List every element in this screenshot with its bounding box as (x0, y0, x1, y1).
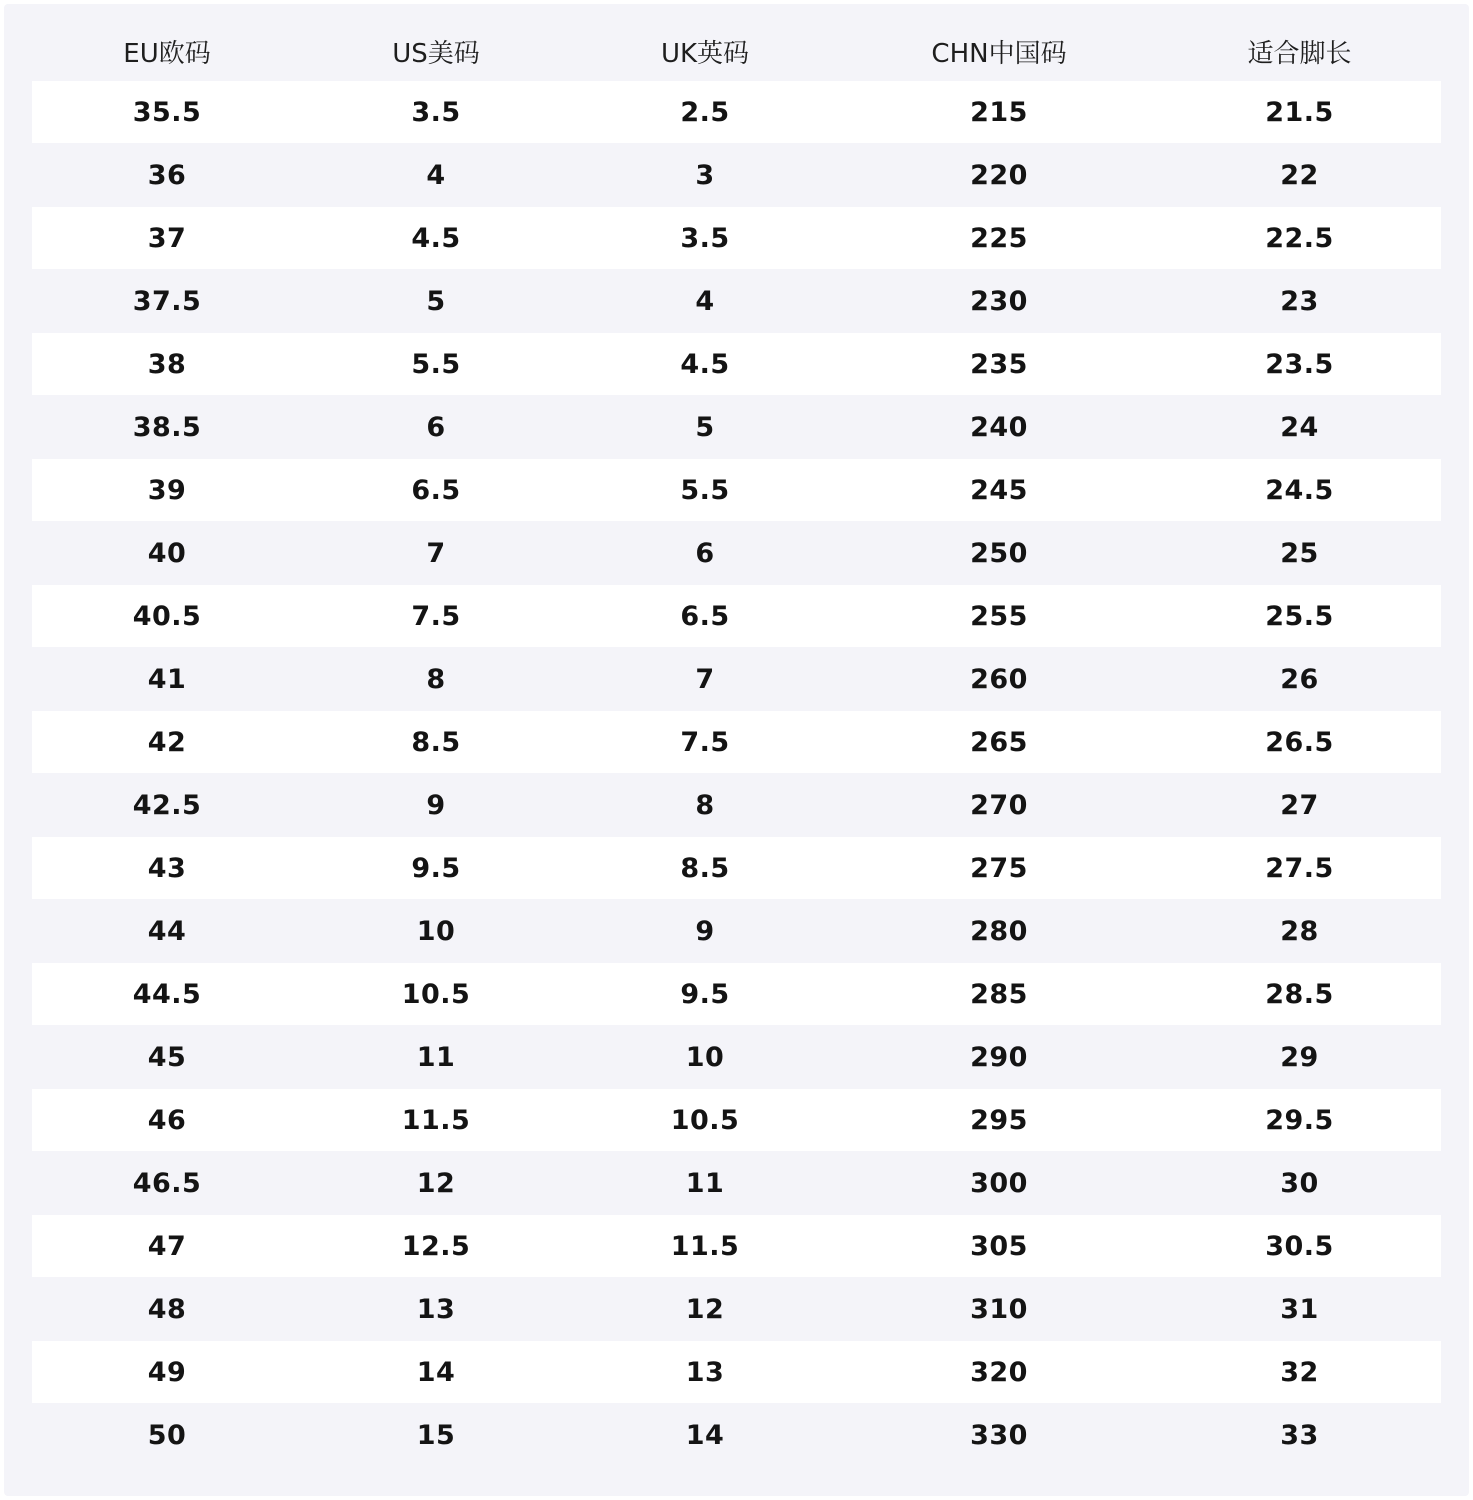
cell-chn-size: 230 (970, 285, 1028, 317)
cell-eu-size: 46.5 (132, 1167, 202, 1199)
cell-us-size: 7.5 (411, 600, 461, 632)
cell-uk-size: 11.5 (670, 1230, 740, 1262)
cell-chn-size: 260 (970, 663, 1028, 695)
cell-chn-size: 330 (970, 1419, 1028, 1451)
cell-uk-size: 3 (695, 159, 715, 191)
table-row (32, 1152, 1441, 1214)
table-row (32, 900, 1441, 962)
cell-uk-size: 9.5 (680, 978, 730, 1010)
cell-chn-size: 270 (970, 789, 1028, 821)
cell-chn-size: 280 (970, 915, 1028, 947)
cell-us-size: 11.5 (401, 1104, 471, 1136)
cell-foot-length: 30.5 (1265, 1230, 1334, 1262)
table-row (32, 144, 1441, 206)
cell-foot-length: 25.5 (1265, 600, 1334, 632)
table-row (32, 585, 1441, 647)
cell-chn-size: 215 (970, 96, 1028, 128)
cell-eu-size: 42 (147, 726, 187, 758)
cell-us-size: 7 (426, 537, 446, 569)
cell-foot-length: 28 (1280, 915, 1319, 947)
table-row (32, 1215, 1441, 1277)
cell-eu-size: 43 (147, 852, 187, 884)
table-row (32, 1089, 1441, 1151)
cell-foot-length: 23.5 (1265, 348, 1334, 380)
cell-eu-size: 44 (147, 915, 187, 947)
cell-us-size: 4.5 (411, 222, 461, 254)
cell-eu-size: 40 (147, 537, 187, 569)
cell-uk-size: 4.5 (680, 348, 730, 380)
cell-us-size: 4 (426, 159, 446, 191)
cell-uk-size: 3.5 (680, 222, 730, 254)
cell-chn-size: 250 (970, 537, 1028, 569)
cell-us-size: 9 (426, 789, 446, 821)
cell-eu-size: 39 (147, 474, 187, 506)
table-row (32, 396, 1441, 458)
cell-us-size: 10 (416, 915, 456, 947)
table-row (32, 1026, 1441, 1088)
cell-foot-length: 31 (1280, 1293, 1319, 1325)
cell-eu-size: 36 (147, 159, 187, 191)
header-us-size: US美码 (392, 38, 480, 69)
cell-chn-size: 290 (970, 1041, 1028, 1073)
cell-uk-size: 4 (695, 285, 715, 317)
cell-uk-size: 9 (695, 915, 715, 947)
cell-us-size: 14 (416, 1356, 456, 1388)
cell-us-size: 3.5 (411, 96, 461, 128)
cell-foot-length: 22.5 (1265, 222, 1334, 254)
cell-chn-size: 295 (970, 1104, 1028, 1136)
cell-foot-length: 30 (1280, 1167, 1319, 1199)
table-row (32, 81, 1441, 143)
header-chn-size: CHN中国码 (931, 38, 1067, 69)
cell-us-size: 8.5 (411, 726, 461, 758)
table-row (32, 1404, 1441, 1466)
cell-uk-size: 14 (685, 1419, 725, 1451)
cell-eu-size: 45 (147, 1041, 187, 1073)
table-row (32, 774, 1441, 836)
table-row (32, 1278, 1441, 1340)
header-foot-length: 适合脚长 (1247, 38, 1352, 69)
cell-uk-size: 11 (685, 1167, 725, 1199)
table-row (32, 711, 1441, 773)
cell-us-size: 5.5 (411, 348, 461, 380)
cell-uk-size: 12 (685, 1293, 725, 1325)
cell-uk-size: 5.5 (680, 474, 730, 506)
cell-chn-size: 265 (970, 726, 1028, 758)
cell-us-size: 5 (426, 285, 446, 317)
cell-chn-size: 225 (970, 222, 1028, 254)
cell-us-size: 6.5 (411, 474, 461, 506)
cell-eu-size: 50 (147, 1419, 187, 1451)
cell-foot-length: 33 (1280, 1419, 1319, 1451)
cell-us-size: 6 (426, 411, 446, 443)
cell-eu-size: 49 (147, 1356, 187, 1388)
cell-foot-length: 22 (1280, 159, 1319, 191)
cell-foot-length: 26 (1280, 663, 1319, 695)
cell-foot-length: 25 (1280, 537, 1319, 569)
cell-foot-length: 32 (1280, 1356, 1319, 1388)
cell-eu-size: 48 (147, 1293, 187, 1325)
table-row (32, 522, 1441, 584)
cell-foot-length: 21.5 (1265, 96, 1334, 128)
table-row (32, 333, 1441, 395)
table-row (32, 837, 1441, 899)
cell-uk-size: 2.5 (680, 96, 730, 128)
cell-uk-size: 13 (685, 1356, 725, 1388)
cell-us-size: 9.5 (411, 852, 461, 884)
cell-chn-size: 220 (970, 159, 1028, 191)
cell-chn-size: 300 (970, 1167, 1028, 1199)
cell-uk-size: 7.5 (680, 726, 730, 758)
cell-us-size: 8 (426, 663, 446, 695)
header-eu-size: EU欧码 (123, 38, 211, 69)
cell-uk-size: 10.5 (670, 1104, 740, 1136)
cell-foot-length: 27.5 (1265, 852, 1334, 884)
cell-eu-size: 44.5 (132, 978, 202, 1010)
cell-uk-size: 6 (695, 537, 715, 569)
cell-us-size: 15 (416, 1419, 456, 1451)
cell-foot-length: 29 (1280, 1041, 1319, 1073)
table-row (32, 963, 1441, 1025)
table-row (32, 207, 1441, 269)
cell-eu-size: 38.5 (132, 411, 202, 443)
cell-uk-size: 8.5 (680, 852, 730, 884)
cell-us-size: 12 (416, 1167, 456, 1199)
table-row (32, 1341, 1441, 1403)
table-row (32, 459, 1441, 521)
table-header-row (32, 22, 1441, 80)
cell-foot-length: 24 (1280, 411, 1319, 443)
cell-eu-size: 47 (147, 1230, 187, 1262)
cell-us-size: 12.5 (401, 1230, 471, 1262)
cell-eu-size: 41 (147, 663, 187, 695)
cell-chn-size: 310 (970, 1293, 1028, 1325)
cell-us-size: 10.5 (401, 978, 471, 1010)
cell-chn-size: 235 (970, 348, 1028, 380)
cell-foot-length: 27 (1280, 789, 1319, 821)
cell-uk-size: 7 (695, 663, 715, 695)
cell-foot-length: 24.5 (1265, 474, 1334, 506)
cell-chn-size: 320 (970, 1356, 1028, 1388)
table-row (32, 648, 1441, 710)
cell-eu-size: 35.5 (132, 96, 202, 128)
cell-foot-length: 29.5 (1265, 1104, 1334, 1136)
cell-us-size: 13 (416, 1293, 456, 1325)
cell-eu-size: 42.5 (132, 789, 202, 821)
cell-foot-length: 23 (1280, 285, 1319, 317)
header-uk-size: UK英码 (660, 38, 750, 69)
cell-uk-size: 6.5 (680, 600, 730, 632)
cell-eu-size: 37.5 (132, 285, 202, 317)
cell-eu-size: 38 (147, 348, 187, 380)
size-chart-table (4, 4, 1469, 1496)
cell-chn-size: 255 (970, 600, 1028, 632)
cell-uk-size: 5 (695, 411, 715, 443)
cell-uk-size: 8 (695, 789, 715, 821)
cell-us-size: 11 (416, 1041, 456, 1073)
cell-chn-size: 245 (970, 474, 1028, 506)
cell-chn-size: 285 (970, 978, 1028, 1010)
cell-chn-size: 275 (970, 852, 1028, 884)
cell-eu-size: 37 (147, 222, 187, 254)
cell-eu-size: 40.5 (132, 600, 202, 632)
cell-chn-size: 240 (970, 411, 1028, 443)
cell-eu-size: 46 (147, 1104, 187, 1136)
cell-uk-size: 10 (685, 1041, 725, 1073)
table-row (32, 270, 1441, 332)
cell-foot-length: 28.5 (1265, 978, 1334, 1010)
cell-chn-size: 305 (970, 1230, 1028, 1262)
cell-foot-length: 26.5 (1265, 726, 1334, 758)
